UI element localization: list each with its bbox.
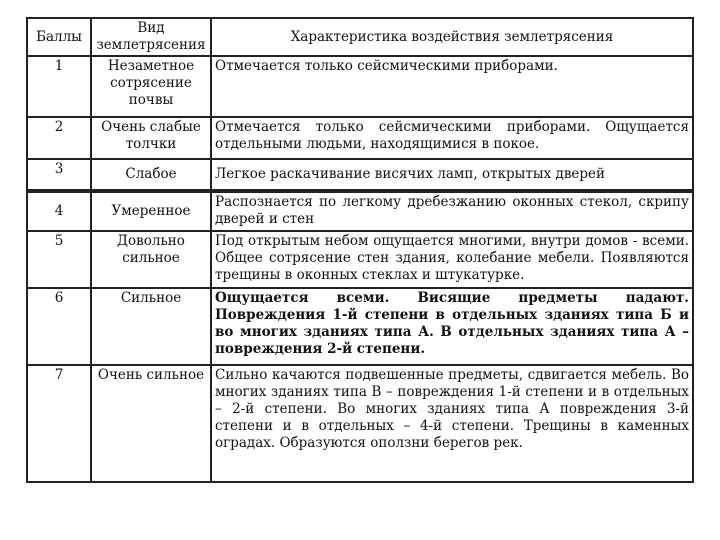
header-description: Характеристика воздействия землетрясения [211, 18, 693, 56]
table-row [27, 117, 693, 159]
row-type: Очень слабые толчки [91, 117, 211, 159]
table-row [27, 159, 693, 191]
table-row [27, 365, 693, 482]
row-type: Незаметное сотрясение почвы [91, 56, 211, 117]
row-description: Под открытым небом ощущается многими, внутри домов - всеми. Общее сотрясение стен здания, колебание мебели. Появляются трещины в оконных стеклах и штукатурке. [211, 231, 693, 288]
row-type: Довольно сильное [91, 231, 211, 288]
row-type: Очень сильное [91, 365, 211, 482]
row-description: Отмечается только сейсмическими приборами. Ощущается отдельными людьми, находящимися в покое. [211, 117, 693, 159]
header-row [27, 18, 693, 56]
row-type: Слабое [91, 159, 211, 191]
row-score: 7 [27, 365, 91, 482]
row-score: 2 [27, 117, 91, 159]
earthquake-scale-table [26, 17, 694, 483]
row-description: Отмечается только сейсмическими приборами. [211, 56, 693, 117]
row-score: 4 [27, 191, 91, 231]
table-row [27, 56, 693, 117]
row-type: Сильное [91, 288, 211, 365]
table-row [27, 191, 693, 231]
row-score: 3 [27, 159, 91, 191]
row-description: Ощущается всеми. Висящие предметы падают. Повреждения 1-й степени в отдельных зданиях типа Б и во многих зданиях типа А. В отдельных зданиях типа А – повреждения 2-й степени. [211, 288, 693, 365]
table-row [27, 231, 693, 288]
header-score: Баллы [27, 18, 91, 56]
row-description: Распознается по легкому дребезжанию оконных стекол, скрипу дверей и стен [211, 191, 693, 231]
row-description: Сильно качаются подвешенные предметы, сдвигается мебель. Во многих зданиях типа В – повреждения 1-й степени и в отдельных – 2-й степени. Во многих зданиях типа А повреждения 3-й степени и в отдельных – 4-й степени. Трещины в каменных оградах. Образуются оползни берегов рек. [211, 365, 693, 482]
header-type: Вид землетрясения [91, 18, 211, 56]
row-description: Легкое раскачивание висячих ламп, открытых дверей [211, 159, 693, 191]
table-row [27, 288, 693, 365]
row-score: 1 [27, 56, 91, 117]
row-type: Умеренное [91, 191, 211, 231]
row-score: 6 [27, 288, 91, 365]
row-score: 5 [27, 231, 91, 288]
